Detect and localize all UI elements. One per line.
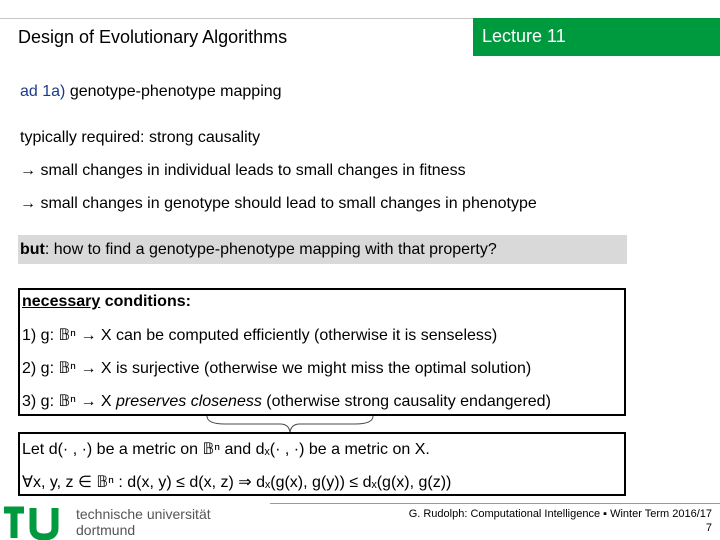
- fitness-line: → small changes in individual leads to small changes in fitness: [20, 162, 466, 179]
- question-text: : how to find a genotype-phenotype mapping with that property?: [44, 241, 497, 258]
- condition-3: [22, 391, 551, 411]
- condition-3-emphasis: preserves closeness: [116, 393, 262, 410]
- slide-heading: [20, 83, 282, 101]
- heading-title: genotype-phenotype mapping: [69, 83, 282, 100]
- condition-3-prefix: 3) g: 𝔹ⁿ → X: [22, 393, 116, 410]
- tu-logo-mark-icon: [0, 502, 66, 540]
- footer: [409, 507, 712, 535]
- question-line: [20, 241, 497, 259]
- logo-line-2: dortmund: [76, 522, 136, 538]
- heading-prefix: ad 1a): [20, 83, 66, 100]
- closeness-formula: ∀x, y, z ∈ 𝔹ⁿ : d(x, y) ≤ d(x, z) ⇒ dₓ(g(x), g(y)) ≤ dₓ(g(x), g(z)): [22, 474, 452, 491]
- but-label: but: [20, 241, 45, 258]
- course-title: Design of Evolutionary Algorithms: [18, 27, 288, 47]
- metric-definition: Let d(· , ·) be a metric on 𝔹ⁿ and dₓ(· , ·) be a metric on X.: [22, 441, 430, 458]
- causality-line: typically required: strong causality: [20, 129, 261, 146]
- condition-2: 2) g: 𝔹ⁿ → X is surjective (otherwise we might miss the optimal solution): [22, 360, 532, 377]
- conditions-title: [22, 293, 191, 311]
- phenotype-line: → small changes in genotype should lead to small changes in phenotype: [20, 195, 537, 212]
- condition-3-suffix: (otherwise strong causality endangered): [261, 393, 551, 410]
- footer-credit: G. Rudolph: Computational Intelligence ▪ Winter Term 2016/17: [408, 508, 712, 520]
- lecture-label: Lecture 11: [482, 26, 566, 46]
- lecture-bar: [473, 18, 720, 56]
- conditions-title-rest: conditions:: [100, 293, 191, 310]
- conditions-title-underlined: necessary: [22, 293, 101, 310]
- tu-dortmund-logo: [0, 502, 230, 540]
- logo-line-1: technische universität: [76, 506, 211, 522]
- page-number: 7: [705, 522, 712, 534]
- footer-divider: [270, 503, 720, 504]
- condition-1: 1) g: 𝔹ⁿ → X can be computed efficiently (otherwise it is senseless): [22, 327, 498, 344]
- course-title-bar: [0, 18, 473, 56]
